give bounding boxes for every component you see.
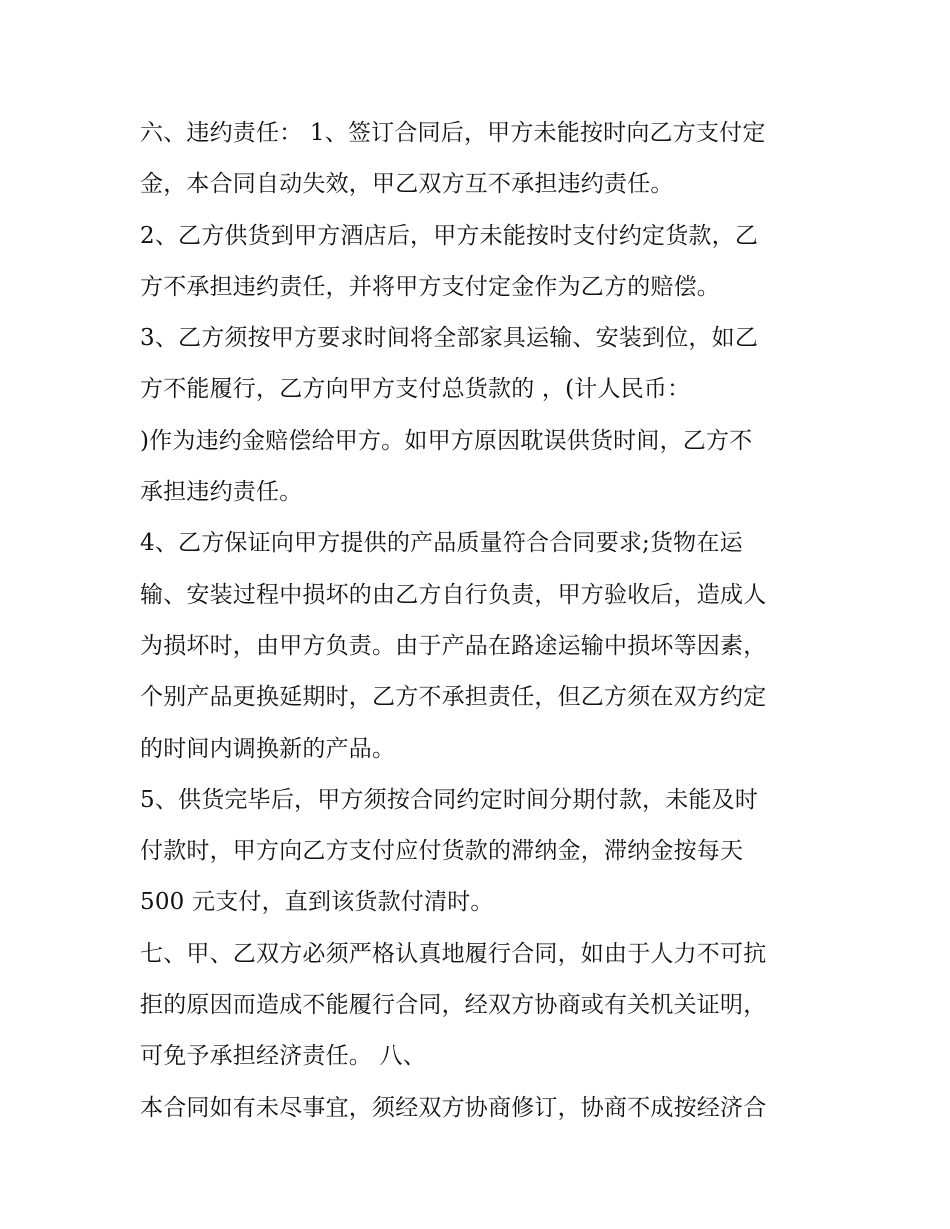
text-line: 付款时，甲方向乙方支付应付货款的滞纳金，滞纳金按每天	[140, 838, 744, 865]
text-line: 为损坏时，由甲方负责。由于产品在路途运输中损坏等因素，	[140, 632, 767, 659]
text-line: 金，本合同自动失效，甲乙双方互不承担违约责任。	[140, 171, 674, 198]
text-line: 的时间内调换新的产品。	[140, 735, 396, 762]
text-line: 拒的原因而造成不能履行合同，经双方协商或有关机关证明，	[140, 992, 767, 1019]
text-line: 七、甲、乙双方必须严格认真地履行合同，如由于人力不可抗	[140, 940, 767, 967]
text-line: 输、安装过程中损坏的由乙方自行负责，甲方验收后，造成人	[140, 581, 767, 608]
text-line: )作为违约金赔偿给甲方。如甲方原因耽误供货时间，乙方不	[140, 427, 753, 454]
text-line: 5、供货完毕后，甲方须按合同约定时间分期付款，未能及时	[140, 786, 759, 813]
text-line: 个别产品更换延期时，乙方不承担责任，但乙方须在双方约定	[140, 684, 767, 711]
text-line: 2、乙方供货到甲方酒店后，甲方未能按时支付约定货款，乙	[140, 222, 759, 249]
text-line: 六、违约责任： 1、签订合同后，甲方未能按时向乙方支付定	[140, 120, 766, 146]
text-line: 500 元支付，直到该货款付清时。	[140, 889, 494, 916]
text-line: 3、乙方须按甲方要求时间将全部家具运输、安装到位，如乙	[140, 325, 759, 352]
text-line: 方不能履行，乙方向甲方支付总货款的 ，(计人民币：	[140, 376, 691, 403]
text-line: 4、乙方保证向甲方提供的产品质量符合合同要求;货物在运	[140, 530, 743, 557]
text-line: 可免予承担经济责任。 八、	[140, 1043, 426, 1070]
contract-text	[140, 108, 840, 1134]
text-line: 本合同如有未尽事宜，须经双方协商修订，协商不成按经济合	[140, 1094, 767, 1121]
text-line: 承担违约责任。	[140, 479, 303, 506]
text-line: 方不承担违约责任，并将甲方支付定金作为乙方的赔偿。	[140, 273, 720, 300]
